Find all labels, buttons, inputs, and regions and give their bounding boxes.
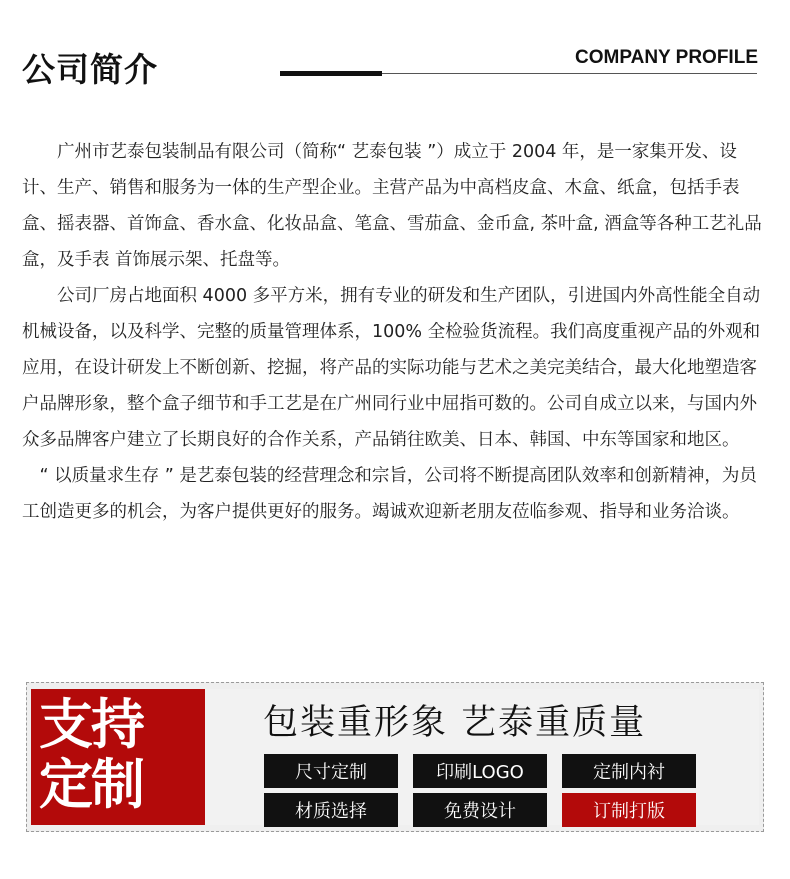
material-selection-button[interactable]: 材质选择 — [264, 793, 398, 827]
badge-line-1: 支持 — [39, 693, 143, 756]
size-customization-button[interactable]: 尺寸定制 — [264, 754, 398, 788]
customization-badge — [31, 689, 205, 825]
badge-line-2: 定制 — [39, 753, 143, 816]
free-design-button[interactable]: 免费设计 — [413, 793, 547, 827]
print-logo-button[interactable]: 印刷LOGO — [413, 754, 547, 788]
title-divider-thin — [382, 73, 757, 74]
title-divider-thick — [280, 71, 382, 76]
custom-lining-button[interactable]: 定制内衬 — [562, 754, 696, 788]
page-title: 公司简介 — [22, 50, 158, 89]
paragraph-intro: 广州市艺泰包装制品有限公司（简称“ 艺泰包装 ”）成立于 2004 年，是一家集开发、设计、生产、销售和服务为一体的生产型企业。主营产品为中高档皮盒、木盒、纸盒，包括手表盒、摇表器、首饰盒、香水盒、化妆品盒、笔盒、雪茄盒、金币盒, 茶叶盒, 酒盒等各种工艺礼品盒，及手表 首饰展示架、托盘等。 — [22, 142, 762, 270]
company-description — [22, 134, 767, 530]
customization-banner — [26, 682, 764, 832]
paragraph-philosophy: “ 以质量求生存 ” 是艺泰包装的经营理念和宗旨，公司将不断提高团队效率和创新精神，为员工创造更多的机会，为客户提供更好的服务。竭诚欢迎新老朋友莅临参观、指导和业务洽谈。 — [22, 466, 757, 522]
paragraph-facilities: 公司厂房占地面积 4000 多平方米，拥有专业的研发和生产团队，引进国内外高性能全自动机械设备，以及科学、完整的质量管理体系，100% 全检验货流程。我们高度重视产品的外观和应用，在设计研发上不断创新、挖掘，将产品的实际功能与艺术之美完美结合，最大化地塑造客户品牌形象，整个盒子细节和手工艺是在广州同行业中屈指可数的。公司自成立以来，与国内外众多品牌客户建立了长期良好的合作关系，产品销往欧美、日本、韩国、中东等国家和地区。 — [22, 286, 761, 450]
banner-slogan: 包装重形象 艺泰重质量 — [263, 703, 647, 743]
page-subtitle: COMPANY PROFILE — [575, 47, 758, 68]
sample-making-button[interactable]: 订制打版 — [562, 793, 696, 827]
